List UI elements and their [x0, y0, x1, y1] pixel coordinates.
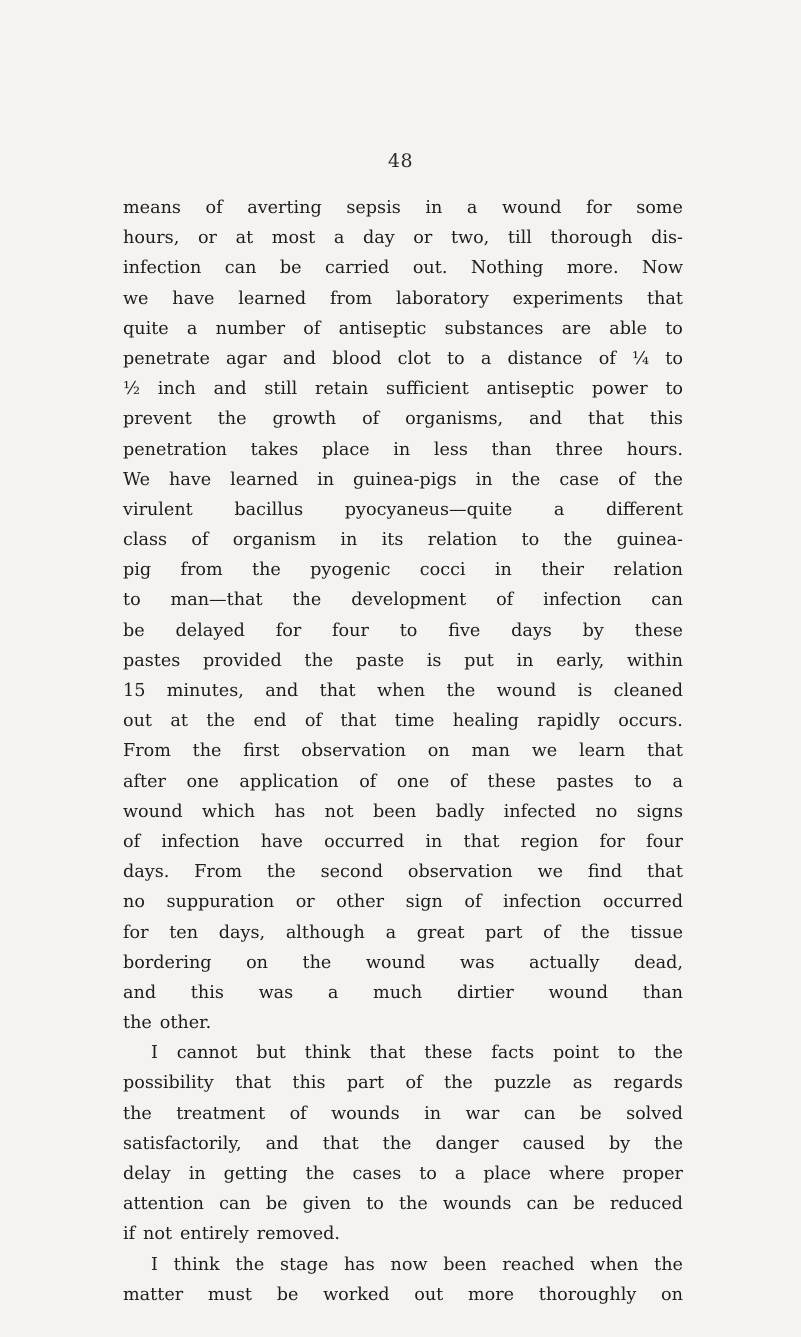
text-line: means of averting sepsis in a wound for some — [123, 198, 683, 218]
text-line: if not entirely removed. — [123, 1224, 341, 1245]
text-line: for ten days, although a great part of the tissue — [123, 922, 683, 943]
text-line: We have learned in guinea-pigs in the case of the — [123, 469, 683, 490]
text-line: prevent the growth of organisms, and that this — [123, 409, 683, 430]
body-text — [123, 193, 683, 1310]
text-line: possibility that this part of the puzzle as regards — [123, 1073, 683, 1094]
text-line: the other. — [123, 1013, 212, 1034]
text-line: hours, or at most a day or two, till thorough dis- — [123, 228, 683, 249]
text-line: of infection have occurred in that region for four — [123, 831, 683, 852]
text-line: days. From the second observation we find that — [123, 862, 683, 883]
text-line: to man—that the development of infection can — [123, 590, 683, 611]
text-line: class of organism in its relation to the guinea- — [123, 530, 683, 551]
text-line: delay in getting the cases to a place where proper — [123, 1164, 683, 1184]
text-line: I think the stage has now been reached when the — [151, 1254, 683, 1275]
text-line: be delayed for four to five days by these — [123, 620, 683, 641]
text-line: I cannot but think that these facts point to the — [151, 1043, 683, 1064]
text-line: penetrate agar and blood clot to a distance of ¼ to — [123, 348, 683, 369]
text-line: no suppuration or other sign of infection occurred — [123, 892, 683, 913]
text-line: the treatment of wounds in war can be solved — [123, 1103, 683, 1124]
text-line: satisfactorily, and that the danger caused by the — [123, 1133, 683, 1154]
text-line: infection can be carried out. Nothing more. Now — [123, 258, 683, 279]
text-line: and this was a much dirtier wound than — [123, 982, 683, 1003]
text-line: matter must be worked out more thoroughly on — [123, 1284, 683, 1305]
text-line: penetration takes place in less than three hours. — [123, 439, 683, 460]
text-line: virulent bacillus pyocyaneus—quite a different — [123, 499, 683, 520]
text-line: pig from the pyogenic cocci in their relation — [123, 560, 683, 581]
text-line: wound which has not been badly infected no signs — [123, 801, 683, 822]
text-line: after one application of one of these pastes to a — [123, 771, 683, 792]
text-line: pastes provided the paste is put in early, within — [123, 650, 683, 671]
text-line: quite a number of antiseptic substances are able to — [123, 318, 683, 339]
text-line: bordering on the wound was actually dead, — [123, 952, 683, 973]
text-line: From the first observation on man we learn that — [123, 741, 683, 762]
text-line: attention can be given to the wounds can be reduced — [123, 1194, 683, 1215]
text-line: 15 minutes, and that when the wound is cleaned — [123, 681, 683, 701]
text-line: out at the end of that time healing rapidly occurs. — [123, 711, 683, 732]
page-number: 48 — [387, 150, 414, 172]
text-line: ½ inch and still retain sufficient antiseptic power to — [123, 379, 683, 400]
text-line: we have learned from laboratory experiments that — [123, 288, 683, 309]
